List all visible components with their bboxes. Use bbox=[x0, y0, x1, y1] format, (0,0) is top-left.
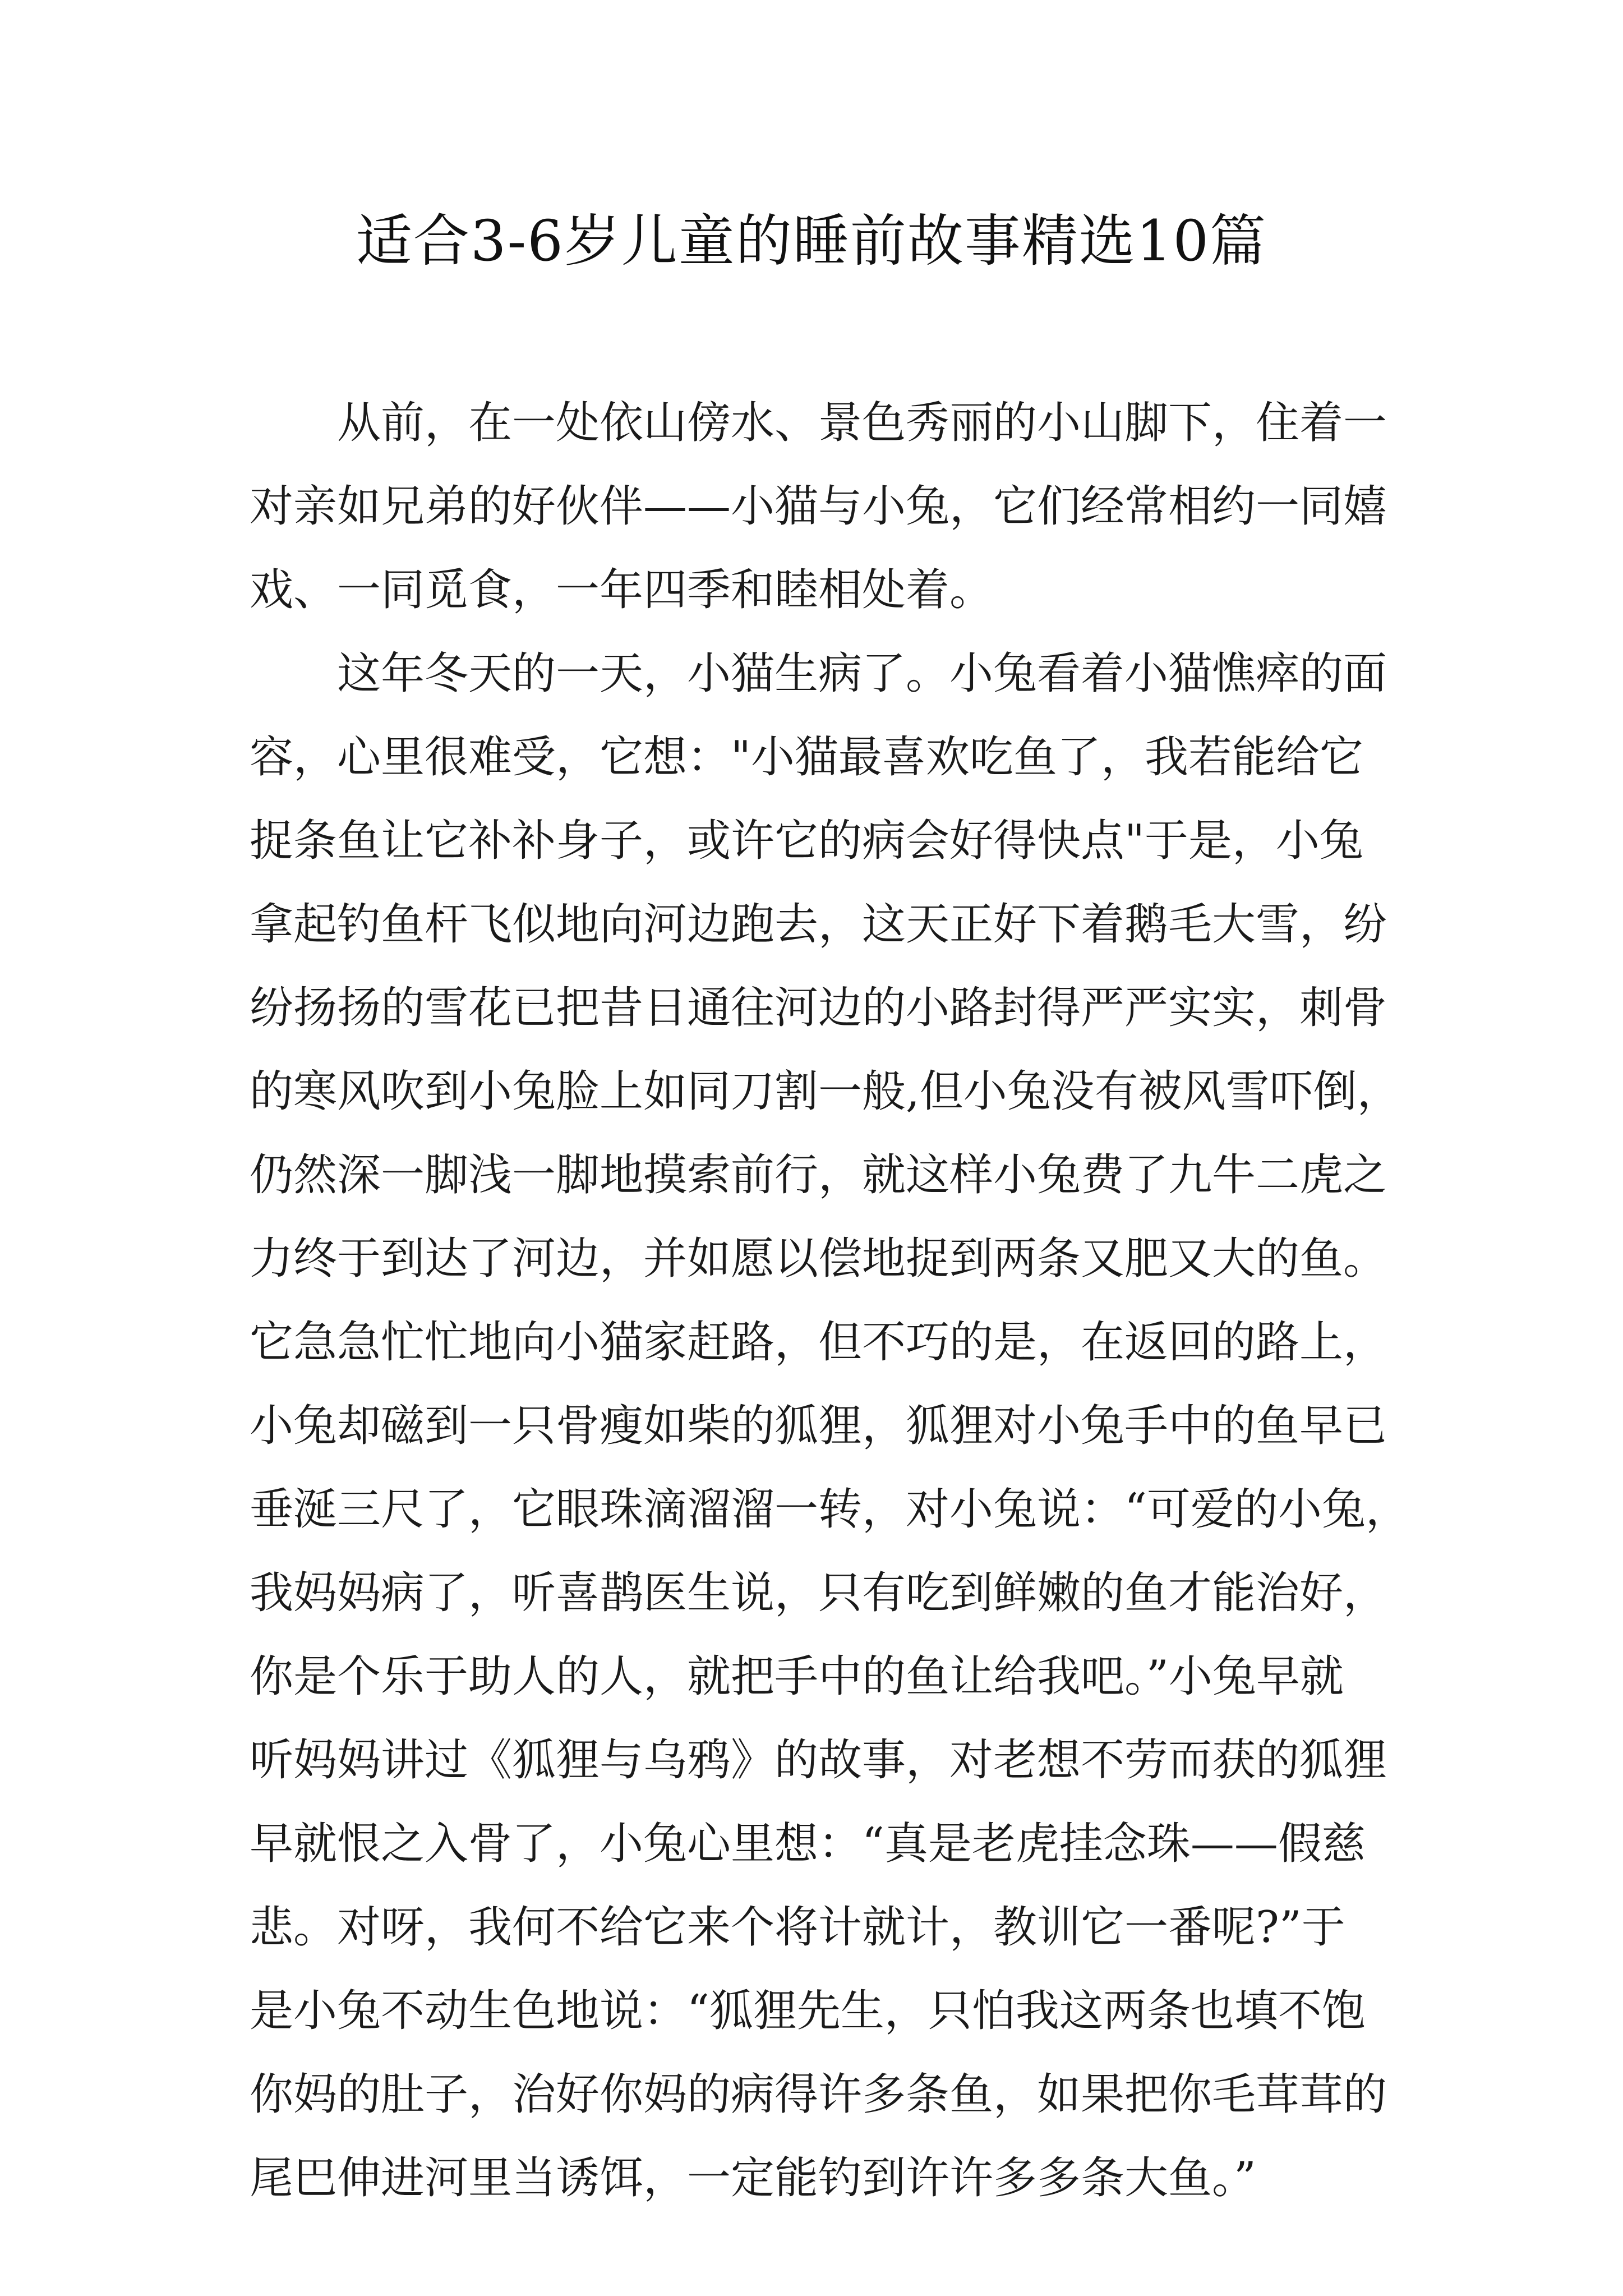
story-line: 容，心里很难受，它想："小猫最喜欢吃鱼了，我若能给它 bbox=[250, 732, 1363, 783]
story-line: 从前，在一处依山傍水、景色秀丽的小山脚下，住着一 bbox=[337, 398, 1387, 448]
story-line: 戏、一同觅食，一年四季和睦相处着。 bbox=[250, 565, 994, 615]
story-line: 尾巴伸进河里当诱饵，一定能钓到许许多多条大鱼。” bbox=[250, 2153, 1256, 2203]
story-line: 纷扬扬的雪花已把昔日通往河边的小路封得严严实实，刺骨 bbox=[250, 983, 1387, 1033]
story-line: 你是个乐于助人的人，就把手中的鱼让给我吧。”小兔早就 bbox=[250, 1651, 1344, 1702]
story-line: 小兔却磁到一只骨瘦如柴的狐狸，狐狸对小兔手中的鱼早已 bbox=[250, 1401, 1387, 1451]
story-line: 悲。对呀，我何不给它来个将计就计，教训它一番呢?”于 bbox=[250, 1902, 1345, 1953]
story-line: 对亲如兄弟的好伙伴——小猫与小兔，它们经常相约一同嬉 bbox=[250, 481, 1387, 532]
story-line: 捉条鱼让它补补身子，或许它的病会好得快点"于是，小兔 bbox=[250, 816, 1363, 866]
story-line: 是小兔不动生色地说：“狐狸先生，只怕我这两条也填不饱 bbox=[250, 1986, 1366, 2036]
story-line: 它急急忙忙地向小猫家赶路，但不巧的是，在返回的路上， bbox=[250, 1317, 1387, 1368]
story-line: 力终于到达了河边，并如愿以偿地捉到两条又肥又大的鱼。 bbox=[250, 1234, 1387, 1284]
story-line: 早就恨之入骨了，小兔心里想：“真是老虎挂念珠——假慈 bbox=[250, 1819, 1366, 1869]
story-line: 我妈妈病了，听喜鹊医生说，只有吃到鲜嫩的鱼才能治好， bbox=[250, 1568, 1387, 1618]
story-line: 仍然深一脚浅一脚地摸索前行，就这样小兔费了九牛二虎之 bbox=[250, 1150, 1387, 1200]
story-line: 你妈的肚子，治好你妈的病得许多条鱼，如果把你毛茸茸的 bbox=[250, 2069, 1387, 2120]
story-line: 听妈妈讲过《狐狸与乌鸦》的故事，对老想不劳而获的狐狸 bbox=[250, 1735, 1387, 1786]
document-title: 适合3-6岁儿童的睡前故事精选10篇 bbox=[356, 208, 1267, 274]
story-line: 拿起钓鱼杆飞似地向河边跑去，这天正好下着鹅毛大雪，纷 bbox=[250, 899, 1387, 950]
story-line: 垂涎三尺了，它眼珠滴溜溜一转，对小兔说：“可爱的小兔， bbox=[250, 1484, 1409, 1535]
story-line: 这年冬天的一天，小猫生病了。小兔看着小猫憔瘁的面 bbox=[337, 648, 1387, 699]
story-line: 的寒风吹到小兔脸上如同刀割一般,但小兔没有被风雪吓倒， bbox=[250, 1066, 1401, 1117]
story-body bbox=[250, 381, 1409, 2220]
